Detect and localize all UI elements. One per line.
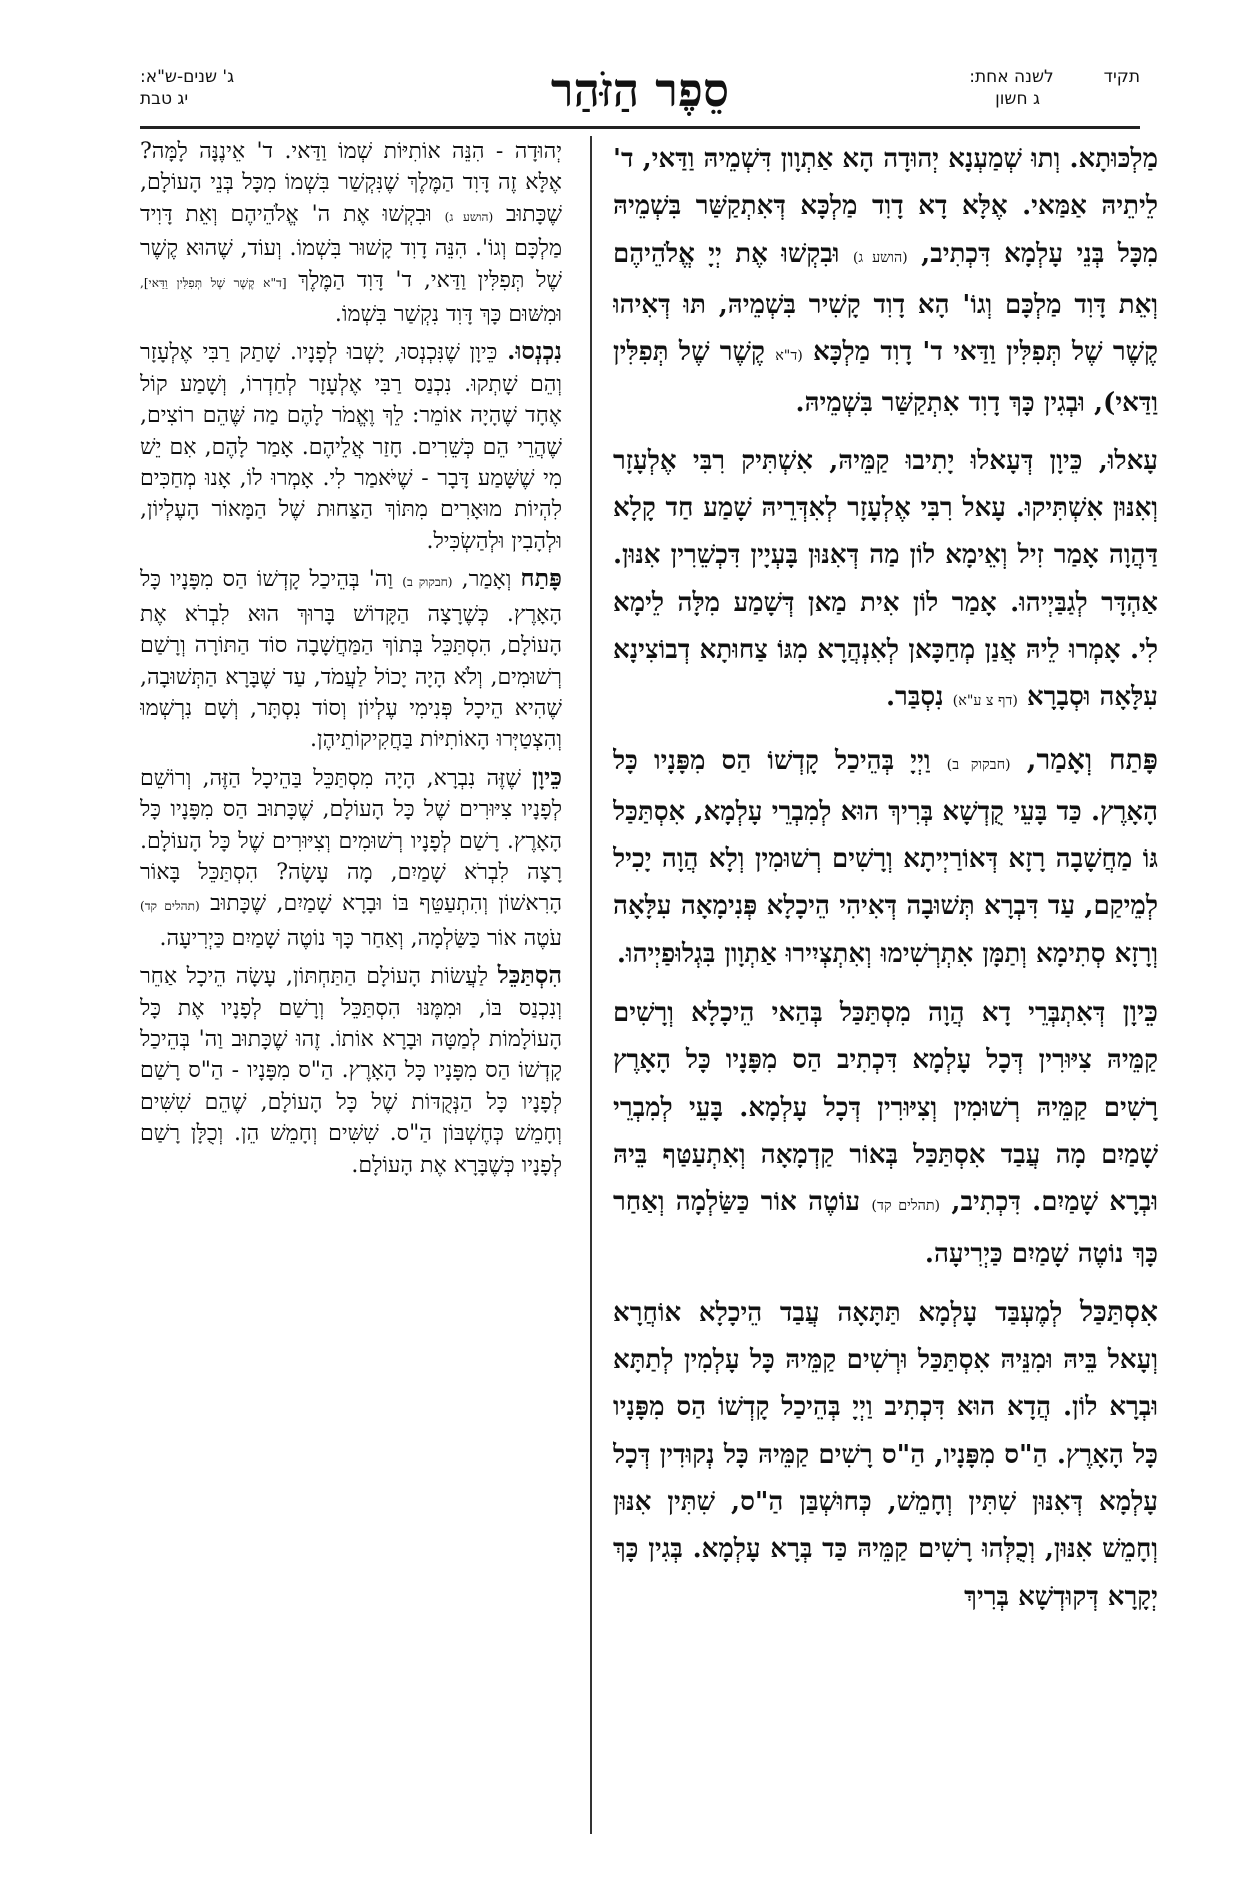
verse-reference: (חבקוק ב) <box>946 756 1011 773</box>
paragraph-lead-word: כֵּיוָן <box>1122 995 1158 1029</box>
variant-reference: [ד"א קֶשֶׁר שֶׁל תְּפִלִּין וַדַּאי], <box>140 275 287 290</box>
paragraph-lead-word: כֵּיוָן <box>532 762 562 791</box>
variant-reference: (ד"א <box>775 348 803 365</box>
aramaic-paragraph: מַלְכּוּתָא. וְתוּ שְׁמַעְנָא יְהוּדָה הָא אַתְוָון דִּשְׁמֵיהּ וַדַּאי, ד' לֵיתֵיהּ אַמַּאי. אֶלָּא דָא דָוִד מַלְכָּא דְּאִתְקַשַּׁר בִּשְׁמֵיהּ מִכָּל בְּנֵי עָלְמָא דִּכְתִיב, (הושע ג) וּבִקְשׁוּ אֶת יְיָ אֱלֹהֵיהֶם וְאֵת דָּוִד מַלְכָּם וְגוֹ' הָא דָוִד קָשִׁיר בִּשְׁמֵיהּ, תּוּ דְּאִיהוּ קֶשֶׁר שֶׁל תְּפִלִּין וַדַּאי ד' דָוִד מַלְכָּא (ד"א קֶשֶׁר שֶׁל תְּפִלִּין וַדַּאי), וּבְגִין כָּךְ דָוִד אִתְקַשַּׁר בִּשְׁמֵיהּ. <box>613 144 1158 419</box>
aramaic-paragraph: פָּתַח וְאָמַר, (חבקוק ב) וַיְיָ בְּהֵיכַל קָדְשׁוֹ הַס מִפָּנָיו כָּל הָאָרֶץ. כַּד בָּעֵי קֻדְשָׁא בְּרִיךְ הוּא לְמִבְרֵי עָלְמָא, אִסְתַּכַּל גּוֹ מַחֲשָׁבָה רָזָא דְּאוֹרַיְיתָא וְרָשִׁים רְשׁוּמִין וְלָא הֲוָה יָכִיל לְמֵיקַם, עַד דִּבְרָא תְּשׁוּבָה דְּאִיהִי הֵיכָלָא פְּנִימָאָה עִלָּאָה וְרָזָא סְתִימָא וְתַמָּן אִתְרְשִׁימוּ וְאִתְצְיִירוּ אַתְוָון בִּגְלוּפַיְיהוּ. <box>613 742 1158 969</box>
aramaic-paragraph: עָאלוּ, כֵּיוָן דְּעָאלוּ יָתִיבוּ קַמֵּיהּ, אִשְׁתִּיק רִבִּי אֶלְעָזָר וְאִנּוּן אִשְׁתִּיקוּ. עָאל רִבִּי אֶלְעָזָר לְאִדְּרֵיהּ שָׁמַע חַד קָלָא דַּהֲוָה אָמַר זִיל וְאֵימָא לוֹן מַה דְּאִנּוּן בָּעְיָין דִּכְשֵׁרִין אִנּוּן. אַהְדָּר לְגַבַּיְיהוּ. אָמַר לוֹן אִית מַאן דְּשָׁמַע מִלָּה לֵימָא לִי. אָמְרוּ לֵיהּ אֲנַן מְחַכָּאן לְאִנְהֲרָא מִגּוֹ צַחוּתָא דְבוֹצִינָא עִלָּאָה וּסְבָרָא (דף צ ע"א) נִסְבַּר. <box>613 445 1158 713</box>
hebrew-paragraph: פָּתַח וְאָמַר, (חבקוק ב) וַה' בְּהֵיכַל קָדְשׁוֹ הַס מִפָּנָיו כָּל הָאָרֶץ. כְּשֶׁרָצָה הַקָּדוֹשׁ בָּרוּךְ הוּא לִבְרֹא אֶת הָעוֹלָם, הִסְתַּכֵּל בְּתוֹךְ הַמַּחֲשָׁבָה סוֹד הַתּוֹרָה וְרָשַׁם רְשׁוּמִים, וְלֹא הָיָה יָכוֹל לַעֲמֹד, עַד שֶׁבָּרָא הַתְּשׁוּבָה, שֶׁהִיא הֵיכָל פְּנִימִי עֶלְיוֹן וְסוֹד נִסְתָּר, וְשָׁם נִרְשְׁמוּ וְהִצְטַיְּרוּ הָאוֹתִיּוֹת בַּחֲקִיקוֹתֵיהֶן. <box>140 564 562 753</box>
aramaic-column <box>613 136 1158 1840</box>
hebrew-paragraph: יְהוּדָה - הִנֵּה אוֹתִיּוֹת שְׁמוֹ וַדַּאי. ד' אֵינֶנָּה לָמָּה? אֶלָּא זֶה דָּוִד הַמֶּלֶךְ שֶׁנִּקְשַׁר בִּשְׁמוֹ מִכָּל בְּנֵי הָעוֹלָם, שֶׁכָּתוּב (הושע ג) וּבִקְשׁוּ אֶת ה' אֱלֹהֵיהֶם וְאֵת דָּוִיד מַלְכָּם וְגוֹ'. הִנֵּה דָוִד קָשׁוּר בִּשְׁמוֹ. וְעוֹד, שֶׁהוּא קֶשֶׁר שֶׁל תְּפִלִּין וַדַּאי, ד' דָּוִד הַמֶּלֶךְ [ד"א קֶשֶׁר שֶׁל תְּפִלִּין וַדַּאי], וּמִשּׁוּם כָּךְ דָּוִד נִקְשַׁר בִּשְׁמוֹ. <box>140 139 562 328</box>
paragraph-lead-word: הִסְתַּכֵּל <box>497 961 562 990</box>
three-year-date: יג טבת <box>140 89 189 109</box>
one-year-label: לשנה אחת: <box>969 67 1054 87</box>
verse-reference: (תהלים קד) <box>871 1198 941 1215</box>
header-rule <box>140 126 1140 129</box>
three-year-label: ג' שנים-ש"א: <box>140 67 235 87</box>
folio-reference: (דף צ ע"א) <box>952 693 1018 710</box>
verse-reference: (הושע ג) <box>852 249 908 266</box>
aramaic-paragraph: אִסְתַּכַּל לְמֶעְבַּד עָלְמָא תַּתָּאָה עֲבַד הֵיכָלָא אוֹחֲרָא וְעָאל בֵּיהּ וּמִנֵּיהּ אִסְתַּכַּל וּרְשִׁים קַמֵּיהּ כָּל עָלְמִין לְתַתָּא וּבְרָא לוֹן. הֲדָא הוּא דִּכְתִיב וַיְיָ בְּהֵיכַל קָדְשׁוֹ הַס מִפָּנָיו כָּל הָאָרֶץ. הַ"ס מִפָּנָיו, הַ"ס רָשִׁים קַמֵּיהּ כָּל נְקוּדִין דְּכָל עָלְמָא דְּאִנּוּן שִׁתִּין וְחָמֵשׁ, כְּחוּשְׁבַּן הַ"ס, שִׁתִּין אִנּוּן וְחָמֵשׁ אִנּוּן, וְכֻלְּהוּ רָשִׁים קַמֵּיהּ כַּד בְּרָא עָלְמָא. בְּגִין כָּךְ יְקָרָא דְּקוּדְשָׁא בְּרִיךְ <box>613 1294 1158 1612</box>
header-left-block <box>140 66 234 110</box>
book-title: סֵפֶר הַזֹּהַר <box>550 63 730 117</box>
hebrew-paragraph: כֵּיוָן שֶׁזֶּה נִבְרָא, הָיָה מִסְתַּכֵּל בַּהֵיכָל הַזֶּה, וְרוֹשֵׁם לְפָנָיו צִיּוּרִים שֶׁל כָּל הָעוֹלָם, שֶׁכָּתוּב הַס מִפָּנָיו כָּל הָאָרֶץ. רָשַׁם לְפָנָיו רְשׁוּמִים וְצִיּוּרִים שֶׁל כָּל הָעוֹלָם. רָצָה לִבְרֹא שָׁמַיִם, מָה עָשָׂה? הִסְתַּכֵּל בָּאוֹר הָרִאשׁוֹן וְהִתְעַטֵּף בּוֹ וּבָרָא שָׁמַיִם, שֶׁכָּתוּב (תהלים קד) עֹטֶה אוֹר כַּשַּׂלְמָה, וְאַחַר כָּךְ נוֹטֶה שָׁמַיִם כַּיְרִיעָה. <box>140 762 562 951</box>
hebrew-paragraph: נִכְנְסוּ. כֵּיוָן שֶׁנִּכְנְסוּ, יָשְׁבוּ לְפָנָיו. שָׁתַק רַבִּי אֶלְעָזָר וְהֵם שָׁתְקוּ. נִכְנַס רַבִּי אֶלְעָזָר לְחַדְרוֹ, וְשָׁמַע קוֹל אֶחָד שֶׁהָיָה אוֹמֵר: לֵךְ וֶאֱמֹר לָהֶם מַה שֶּׁהֵם רוֹצִים, שֶׁהֲרֵי הֵם כְּשֵׁרִים. חָזַר אֲלֵיהֶם. אָמַר לָהֶם, אִם יֵשׁ מִי שֶׁשָּׁמַע דָּבָר - שֶׁיֹּאמַר לִי. אָמְרוּ לוֹ, אָנוּ מְחַכִּים לִהְיוֹת מוּאָרִים מִתּוֹךְ הַצַּחוּת שֶׁל הַמָּאוֹר הָעֶלְיוֹן, וּלְהָבִין וּלְהַשְׂכִּיל. <box>140 337 562 554</box>
header-right-block <box>969 66 1140 110</box>
verse-reference: (תהלים קד) <box>140 899 200 914</box>
aramaic-paragraph: כֵּיוָן דְּאִתְבְּרֵי דָא הֲוָה מִסְתַּכַּל בְּהַאי הֵיכָלָא וְרָשִׁים קַמֵּיהּ צִיּוּרִין דְּכָל עָלְמָא דִּכְתִיב הַס מִפָּנָיו כָּל הָאָרֶץ רָשִׁים קַמֵּיהּ רְשׁוּמִין וְצִיּוּרִין דְּכָל עָלְמָא. בָּעֵי לְמִבְרֵי שָׁמַיִם מָה עֲבַד אִסְתַּכַּל בְּאוֹר קַדְמָאָה וְאִתְעַטַּף בֵּיהּ וּבְרָא שָׁמַיִם. דִּכְתִיב, (תהלים קד) עוֹטֶה אוֹר כַּשַּׂלְמָה וְאַחַר כָּךְ נוֹטֶה שָׁמַיִם כַּיְרִיעָה. <box>613 995 1158 1269</box>
paragraph-lead-word: פָּתַח וְאָמַר, <box>1026 742 1158 776</box>
verse-reference: (חבקוק ב) <box>402 575 453 590</box>
paragraph-lead-word: נִכְנְסוּ. <box>507 337 562 366</box>
page-header <box>140 60 1140 120</box>
column-divider <box>590 136 592 1834</box>
one-year-date: ג חשון <box>995 89 1040 109</box>
page-number: תקיד <box>1103 67 1140 87</box>
verse-reference: (הושע ג) <box>444 209 494 224</box>
hebrew-paragraph: הִסְתַּכֵּל לַעֲשׂוֹת הָעוֹלָם הַתַּחְתּוֹן, עָשָׂה הֵיכָל אַחֵר וְנִכְנַס בּוֹ, וּמִמֶּנּוּ הִסְתַּכֵּל וְרָשַׁם לְפָנָיו אֶת כָּל הָעוֹלָמוֹת לְמַטָּה וּבָרָא אוֹתוֹ. זֶהוּ שֶׁכָּתוּב וַה' בְּהֵיכַל קָדְשׁוֹ הַס מִפָּנָיו כָּל הָאָרֶץ. הַ"ס מִפָּנָיו - הַ"ס רָשַׁם לְפָנָיו כָּל הַנְּקֻדּוֹת שֶׁל כָּל הָעוֹלָם, שֶׁהֵם שִׁשִּׁים וְחָמֵשׁ כְּחֶשְׁבּוֹן הַ"ס. שִׁשִּׁים וְחָמֵשׁ הֵן. וְכֻלָּן רָשַׁם לְפָנָיו כְּשֶׁבָּרָא אֶת הָעוֹלָם. <box>140 961 562 1178</box>
paragraph-lead-word: אִסְתַּכַּל <box>1080 1294 1158 1328</box>
hebrew-column <box>140 136 562 1840</box>
paragraph-lead-word: פָּתַח <box>520 564 562 593</box>
